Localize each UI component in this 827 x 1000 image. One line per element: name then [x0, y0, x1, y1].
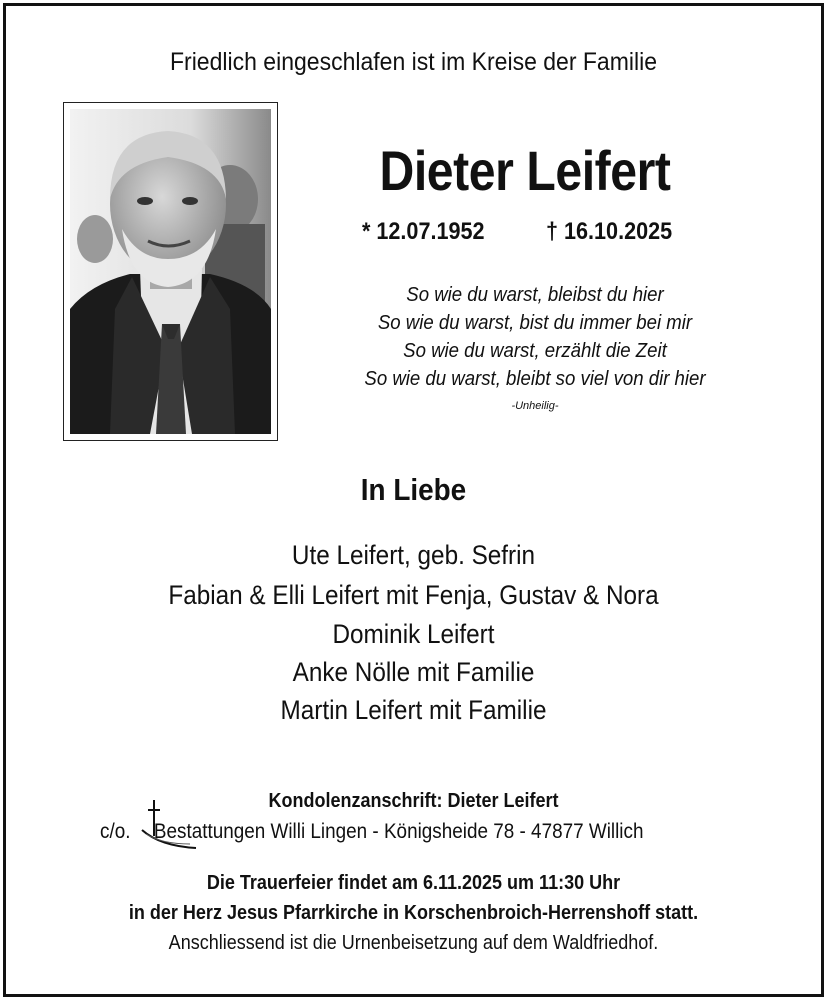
birth-date: * 12.07.1952: [362, 218, 485, 245]
deceased-name: Dieter Leifert: [379, 139, 671, 202]
undertaker-address: Bestattungen Willi Lingen - Königsheide 78 - 47877 Willich: [153, 820, 644, 843]
condolence-address: [100, 820, 712, 844]
service-line: in der Herz Jesus Pfarrkirche in Korschenbroich-Herrenshoff statt.: [128, 902, 699, 924]
service-line: Anschliessend ist die Urnenbeisetzung auf dem Waldfriedhof.: [168, 932, 659, 954]
mourners-heading: In Liebe: [360, 472, 467, 507]
mourner-name: Fabian & Elli Leifert mit Fenja, Gustav & Nora: [168, 580, 659, 610]
mourner-name: Ute Leifert, geb. Sefrin: [291, 540, 536, 570]
intro-line: Friedlich eingeschlafen ist im Kreise der Familie: [169, 48, 658, 76]
poem-line: So wie du warst, bist du immer bei mir: [377, 312, 693, 334]
poem-line: So wie du warst, bleibt so viel von dir hier: [364, 368, 706, 390]
mourner-name: Martin Leifert mit Familie: [280, 695, 547, 725]
mourner-name: Dominik Leifert: [332, 619, 495, 649]
mourner-name: Anke Nölle mit Familie: [292, 657, 535, 687]
service-line: Die Trauerfeier findet am 6.11.2025 um 11:30 Uhr: [206, 872, 621, 894]
poem-line: So wie du warst, bleibst du hier: [406, 284, 664, 306]
portrait-frame: [63, 102, 278, 441]
poem-source: -Unheilig-: [511, 400, 559, 412]
death-date: † 16.10.2025: [546, 218, 673, 245]
poem-line: So wie du warst, erzählt die Zeit: [403, 340, 667, 362]
care-of-prefix: c/o.: [100, 820, 131, 843]
condolence-title: Kondolenzanschrift: Dieter Leifert: [268, 790, 559, 812]
portrait-photo: [70, 109, 271, 434]
